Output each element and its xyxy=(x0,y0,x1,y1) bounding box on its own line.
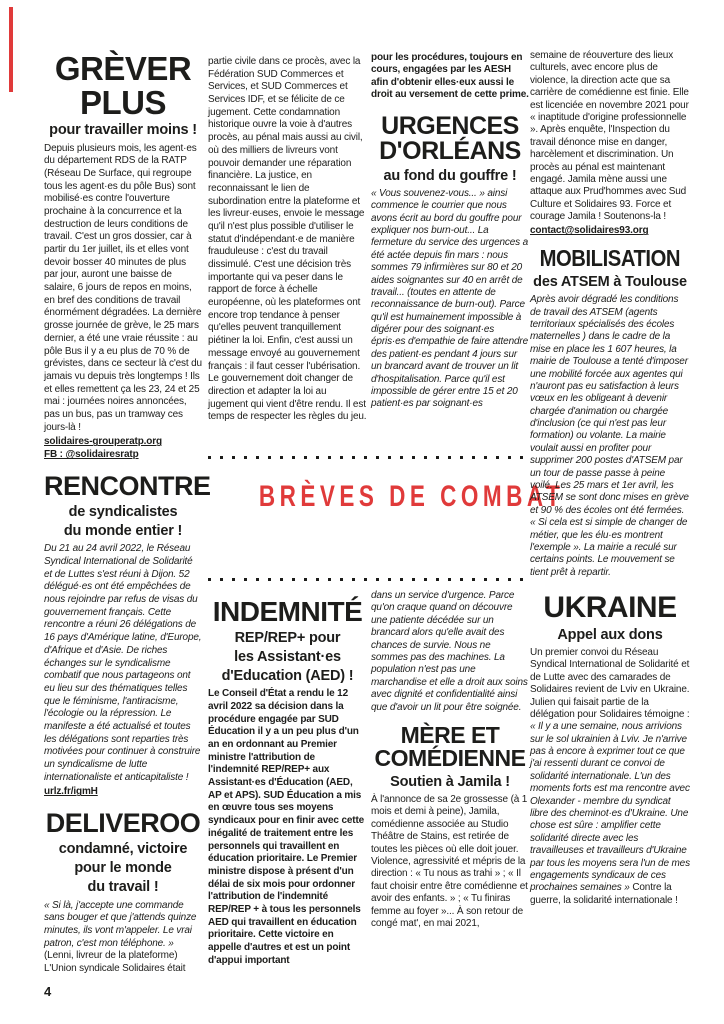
article-body: pour les procédures, toujours en cours, engagées par les AESH afin d'obtenir elles·eux aussi le droit au versement de cette prime. xyxy=(371,52,529,101)
article-grever-plus xyxy=(44,52,202,461)
article-indemnite xyxy=(208,598,367,967)
article-subtitle-line: de syndicalistes xyxy=(68,503,178,520)
article-subtitle-line: REP/REP+ pour xyxy=(234,629,341,646)
article-ukraine xyxy=(530,593,690,907)
article-body: Après avoir dégradé les conditions de travail des ATSEM (agents territoriaux spécialisés des écoles maternelles ) dans le cadre de la mise en place les 1 607 heures, la mairie de Toulouse a tenté d'imposer une mobilité forcée aux agentes qui n'auront pas eu satisfaction à leurs vœux en les obligeant à devenir chargée d'animation ou chargée d'inclusion (ce qui n'est pas leur formation) ou volante. La mairie voulait aussi en profiter pour supprimer 200 postes d'ATSEM par un tour de passe passe à peine voilé. Les 25 mars et 1er avril, les ATSEM se sont donc mises en grève et 90 % des écoles ont été fermées. « Si cela est si simple de changer de métier, que les élu·es montrent l'exemple ». La mairie a reculé sur certains points. Le mouvement se tient prêt à repartir. xyxy=(530,294,689,578)
article-jamila xyxy=(371,721,529,930)
column-1 xyxy=(44,50,211,982)
article-links xyxy=(44,435,202,461)
article-subtitle: au fond du gouffre ! xyxy=(383,167,517,184)
article-body: semaine de réouverture des lieux culturels, avec encore plus de violence, la direction acte que sa carrière de comédienne est finie. Elle est licenciée en novembre 2021 pour « inaptitude d'origine professionnelle ». Après enquête, l'Inspection du travail dénonce mise en danger, harcèlement et discrimination. Un procès au pénal est maintenant engagé. Jamila mène aussi une attaque aux Prud'hommes avec Sud Culture et Solidaires 93. Force et courage Jamila ! Soutenons-la ! xyxy=(530,50,689,223)
column-4 xyxy=(530,50,690,1015)
article-subtitle-line: d'Education (AED) ! xyxy=(221,668,354,685)
page-number: 4 xyxy=(44,984,52,999)
article-mobilisation-atsem xyxy=(530,247,690,579)
article-title xyxy=(530,247,690,270)
article-urgences xyxy=(371,111,529,411)
link-urlz[interactable]: urlz.fr/igmH xyxy=(44,786,98,798)
article-title: RENCONTRE xyxy=(44,471,211,502)
article-subtitle: Appel aux dons xyxy=(557,626,663,643)
article-body xyxy=(44,900,202,976)
article-body: Le Conseil d'État a rendu le 12 avril 2022 sa décision dans la procédure engagée par SUD Éducation il y a un peu plus d'un an en ordonnant au Premier ministre l'attribution de l'indemnité REP/REP+ aux Assistant·es d'Éducation (AED, AP et APS). SUD Éducation a mis en œuvre tous ses moyens syndicaux pour en finir avec cette inégalité de traitement entre les personnels qui travaillent en éducation prioritaire. Le Premier ministre dispose à présent d'un délai de six mois pour ordonner l'attribution de l'indemnité REP/REP + à tous les personnels AED qui travaillent en éducation prioritaire. Cette victoire en appelle d'autres et est un point d'appui important xyxy=(208,688,365,966)
body-intro: Un premier convoi du Réseau Syndical International de Solidarité et de Lutte avec des camarades de Solidaires revient de Lviv en Ukraine. Julien qui faisait partie de la délégation pour Solidaires témoigne : xyxy=(530,646,690,720)
article-title: UKRAINE xyxy=(543,591,677,625)
article-title-line: COMÉDIENNE xyxy=(374,745,526,772)
article-body: Du 21 au 24 avril 2022, le Réseau Syndical International de Solidarité et de Luttes s'est réuni à Dijon. 52 délégué·es ont été empêchées de nous rejoindre par refus de visas du gouvernement français. Cette rencontre a réuni 26 délégations de 16 pays d'Amérique latine, d'Europe, d'Afrique et d'Asie. De riches échanges sur le syndicalisme combatif que nous partageons ont eu lieu sur des thématiques telles que le féminisme, l'antiracisme, l'écologie ou la répression. Le manifeste a été actualisé et toutes les délégations sont reparties très motivées pour continuer à construire un syndicalisme de lutte internationaliste et anticapitaliste ! xyxy=(44,543,202,783)
article-links xyxy=(44,785,202,798)
article-title-line: GRÈVER xyxy=(54,50,192,87)
article-subtitle-line: les Assistant·es xyxy=(234,648,341,665)
article-subtitle-line: du monde entier ! xyxy=(63,523,183,540)
article-title: INDEMNITÉ xyxy=(212,596,363,627)
article-urgences-continuation xyxy=(371,590,529,714)
article-title-text: MOBILISATION xyxy=(539,245,681,272)
article-title-line: PLUS xyxy=(79,83,166,121)
article-indemnite-continuation xyxy=(371,52,529,102)
article-links xyxy=(530,224,690,237)
article-title: DELIVEROO xyxy=(45,808,201,839)
article-subtitle-line: condamné, victoire xyxy=(58,840,188,857)
article-subtitle-line: du travail ! xyxy=(87,879,159,896)
article-body: À l'annonce de sa 2e grossesse (à 1 mois et demi à peine), Jamila, comédienne associée au Studio Théâtre de Stains, est retirée de toutes les pièces où elle doit jouer. Violence, agressivité et mépris de la direction : « Tu nous as trahi » ; « Il faut choisir entre être comédienne et avoir des enfants. » ; « Tu finiras femme au foyer »... À son retour de congé mat', en mai 2021, xyxy=(371,794,528,929)
article-body: « Vous souvenez-vous... » ainsi commence le courrier que nous avons écrit au bord du gouffre pour expliquer nos burn-out... La fermeture du service des urgences a été actée depuis fin mars : nous sommes 79 infirmières sur 80 et 20 aides soignantes sur 40 en arrêt de travail... (toutes en attente de reconnaissance de burn-out). Parce qu'il est humainement impossible à digérer pour des soignant·es épris·es d'empathie de faire attendre des patient·es pendant 4 jours sur un brancard avant de trouver un lit d'hospitalisation. Parce qu'il est impossible de gérer entre 15 et 20 patient·es par soignant·es xyxy=(371,187,529,410)
article-subtitle: pour travailler moins ! xyxy=(49,122,197,139)
article-body: Depuis plusieurs mois, les agent·es du département RDS de la RATP (Réseau De Surface, qui regroupe tous les agent·es du pôle Bus) sont mobilisé·es contre l'ouverture prochaine à la concurrence et la destruction de leurs conditions de travail. C'est un gros dossier, car à partir du 1er juillet, ils et elles vont devoir bosser 40 minutes de plus par jour, auront une baisse de salaire, 6 jours de repos en moins, en bref des conditions de travail énormément dégradées. La dernière grosse journée de grève, le 25 mars dernier, a été une vraie réussite : au pôle Bus il y a eu plus de 70 % de grévistes, dans ce secteur là c'est du jamais vu depuis très longtemps ! Ils et elles remettent ça les 23, 24 et 25 mai : journées noires annoncées, pas un bus, pas un tramway ces jours-là ! xyxy=(44,142,202,433)
article-title-line: D'ORLÉANS xyxy=(379,137,521,166)
article-subtitle: des ATSEM à Toulouse xyxy=(533,273,687,290)
article-deliveroo-continuation xyxy=(208,56,367,424)
quote-text: « Si là, j'accepte une commande sans bouger et que j'attends quinze minutes, ils vont m'appeler. Le vrai patron, c'est mon téléphone. » xyxy=(44,899,197,949)
quote-attribution: (Lenni, livreur de la plateforme) L'Union syndicale Solidaires était xyxy=(44,950,186,975)
banner-title-text: BRÈVES DE COMBAT xyxy=(258,480,565,513)
column-3-lower xyxy=(371,586,529,930)
article-deliveroo xyxy=(44,810,202,975)
article-body: dans un service d'urgence. Parce qu'on craque quand on découvre une patiente décédée sur un brancard alors qu'elle avait des chances de survie. Nous ne sommes pas des machines. La population n'est pas une marchandise et elle a droit aux soins avec dignité et confidentialité ainsi que d'avoir un lit pour être soignée. xyxy=(371,590,528,713)
link-facebook-solidairesratp[interactable]: FB : @solidairesratp xyxy=(44,449,139,461)
article-subtitle-line: pour le monde xyxy=(74,860,172,877)
article-body xyxy=(530,647,690,907)
link-contact-solidaires93[interactable]: contact@solidaires93.org xyxy=(530,225,649,237)
column-3 xyxy=(371,48,529,1012)
link-solidaires-grouperatp[interactable]: solidaires-grouperatp.org xyxy=(44,436,162,448)
quote-text: « Il y a une semaine, nous arrivions sur le sol ukrainien à Lviv. Je n'arrive pas à encore à exprimer tout ce que j'ai ressenti durant ce convoi de solidarité internationale. L'un des moments forts est ma rencontre avec Olexander - membre du syndicat libre des cheminot·es d'Ukraine. Une chose est sûre : amplifier cette solidarité directe avec les travailleuses et travailleurs d'Ukraine par tous les moyens sera l'un de mes engagements syndicaux de ces prochaines semaines » xyxy=(530,721,690,894)
body-closing: Contre la guerre, la solidarité internationale ! xyxy=(530,882,678,906)
article-title-line: MÈRE ET xyxy=(400,721,500,748)
article-rencontre xyxy=(44,471,211,798)
article-body: partie civile dans ce procès, avec la Fédération SUD Commerces et Services, et SUD Commerces et Services IDF, et se félicite de ce jugement. Cette condamnation historique ouvre la voie à d'autres procès, au pénal mais aussi au civil, où des milliers de livreurs vont pouvoir demander une réparation financière. La justice, en reconnaissant le lien de subordination entre la plateforme et les livreur·euses, envoie le message qu'il n'est plus possible d'utiliser le statut d'indépendant·e de manière frauduleuse : c'est du travail dissimulé. C'est une décision très importante qui va peser dans le rapport de force à échelle européenne, où les plateformes ont encore trop tendance à penser qu'elles peuvent tranquillement piétiner la loi. Enfin, c'est aussi un message envoyé au gouvernement français : il faut cesser l'ubérisation. Le gouvernement doit changer de direction et adapter la loi au jugement qui vient d'être rendu. Il est temps de respecter les règles du jeu. xyxy=(208,56,367,423)
article-jamila-continuation xyxy=(530,50,690,237)
red-corner-mark xyxy=(9,7,13,92)
article-title-line: URGENCES xyxy=(381,111,519,140)
article-subtitle: Soutien à Jamila ! xyxy=(390,773,510,790)
